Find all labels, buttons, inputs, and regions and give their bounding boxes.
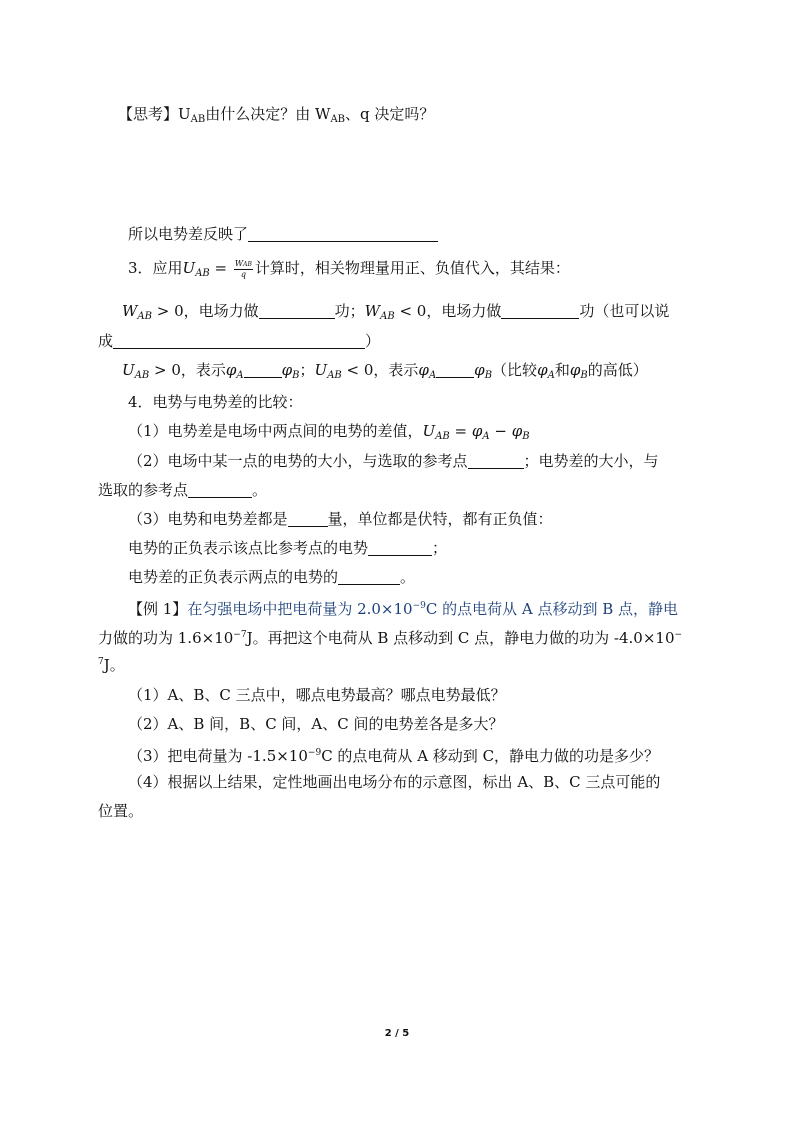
example-1-q2: （2）A、B 间，B、C 间，A、C 间的电势差各是多大？ [128,715,504,733]
page-number: 2 / 5 [384,1028,410,1039]
fill-blank[interactable] [338,568,400,585]
potential-line: $U_{AB} > 0$，表示$\varphi_A$ $\varphi_B$；$U_{AB} < 0$，表示$\varphi_A$ $\varphi_B$（比较$\varphi_A$和$\varphi_B$的高低） [122,361,648,381]
reflect-line: 所以电势差反映了 [128,224,438,244]
think-bracket: 【思考】 [118,105,179,123]
example-1-line3: $^7$J。 [98,656,125,674]
example-tag: 【例 1】 [128,600,188,618]
item-4-p3: （3）电势和电势差都是 量，单位都是伏特，都有正负值： [128,510,553,528]
example-1-line2: 力做的功为 $1.6\times 10^{-7}J$。再把这个电荷从 B 点移动到 C 点，静电力做的功为 -4.0×10− [98,629,683,647]
fill-blank[interactable] [248,225,438,242]
fill-blank[interactable] [113,332,365,349]
item-4-p2-cont: 选取的参考点 。 [98,481,268,499]
fill-blank[interactable] [288,510,328,527]
item-4-p2: （2）电场中某一点的电势的大小，与选取的参考点 ；电势差的大小，与 [128,452,659,470]
example-1-q4-cont: 位置。 [98,802,144,820]
fill-blank[interactable] [436,361,474,378]
work-line-cont: 成 ） [98,332,381,350]
item-4-p3-diff: 电势差的正负表示两点的电势的 。 [128,568,416,586]
item-4-p3-sign: 电势的正负表示该点比参考点的电势 ； [128,539,448,557]
item-4-title: 4．电势与电势差的比较： [128,393,303,411]
fill-blank[interactable] [259,302,335,319]
fill-blank[interactable] [368,539,432,556]
example-1-line1: 【例 1】在匀强电场中把电荷量为 $2.0\times 10^{-9}C$ 的点电荷从 A 点移动到 B 点，静电 [128,600,679,618]
fill-blank[interactable] [244,361,282,378]
example-1-q4: （4）根据以上结果，定性地画出电场分布的示意图，标出 A、B、C 三点可能的 [128,773,661,791]
work-line: $W_{AB} > 0$，电场力做 功；$W_{AB} < 0$，电场力做 功（也可以说 [122,302,670,322]
item-3: 3．应用$U_{AB}$ = $\frac{\text{WAB}}{q}$ 计算时，相关物理量用正、负值代入，其结果： [128,259,570,279]
fill-blank[interactable] [501,302,579,319]
think-question: 【思考】$U_{AB}$由什么决定？由 $W_{AB}$、q 决定吗？ [118,105,435,125]
fraction: $\frac{\text{WAB}}{q}$ [234,259,252,279]
fill-blank[interactable] [188,481,252,498]
fill-blank[interactable] [468,452,524,469]
example-1-q3: （3）把电荷量为 $-1.5\times 10^{-9}C$ 的点电荷从 A 移动到 C，静电力做的功是多少？ [128,747,660,765]
item-4-p1: （1）电势差是电场中两点间的电势的差值，$U_{AB} = \varphi_A - \varphi_B$ [128,422,530,442]
example-1-q1: （1）A、B、C 三点中，哪点电势最高？哪点电势最低？ [128,686,506,704]
